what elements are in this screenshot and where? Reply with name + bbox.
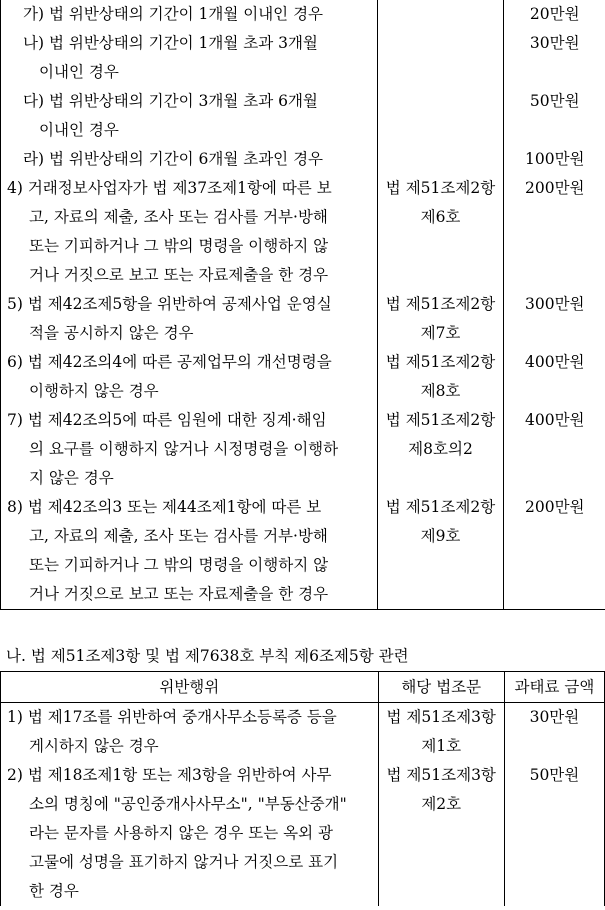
violation-text: 이행하지 않은 경우 <box>29 382 159 400</box>
violation-text: 8) 법 제42조의3 또는 제44조제1항에 따른 보 <box>7 498 322 516</box>
fine-amount: 200만원 <box>524 179 585 197</box>
article-text: 제2호 <box>421 795 462 813</box>
fine-cell <box>504 145 605 174</box>
violation-cell <box>1 703 379 762</box>
fine-cell <box>504 703 604 762</box>
violation-cell <box>1 0 378 29</box>
article-cell <box>378 174 504 290</box>
violation-cell <box>1 493 378 610</box>
article-cell <box>378 29 504 87</box>
fine-amount: 50만원 <box>529 92 580 110</box>
violation-text: 다) 법 위반상태의 기간이 3개월 초과 6개월 <box>23 92 318 110</box>
table-row <box>1 174 605 290</box>
violation-text: 의 요구를 이행하지 않거나 시정명령을 이행하 <box>29 440 339 458</box>
table-row <box>1 145 605 174</box>
violation-cell <box>1 29 378 87</box>
violation-text: 이내인 경우 <box>39 121 119 139</box>
violation-text: 고, 자료의 제출, 조사 또는 검사를 거부·방해 <box>29 208 328 226</box>
fine-amount: 20만원 <box>529 5 580 23</box>
violation-text: 소의 명칭에 "공인중개사사무소", "부동산중개" <box>29 795 347 813</box>
fine-amount: 300만원 <box>524 295 585 313</box>
violation-cell <box>1 290 378 348</box>
fine-amount: 400만원 <box>524 353 585 371</box>
table-row <box>1 761 605 906</box>
article-cell <box>378 406 504 493</box>
violation-cell <box>1 174 378 290</box>
section-b-title: 나. 법 제51조제3항 및 법 제7638호 부칙 제6조제5항 관련 <box>6 647 409 665</box>
violation-text: 지 않은 경우 <box>29 469 114 487</box>
violation-text: 라는 문자를 사용하지 않은 경우 또는 옥외 광 <box>29 824 334 842</box>
article-text: 제1호 <box>421 737 462 755</box>
fine-cell <box>504 761 604 906</box>
header-violation: 위반행위 <box>1 672 379 703</box>
fine-amount: 200만원 <box>524 498 585 516</box>
article-text: 법 제51조제3항 <box>386 766 496 784</box>
fine-cell <box>504 493 605 610</box>
header-fine: 과태료 금액 <box>504 672 604 703</box>
article-text: 법 제51조제3항 <box>386 708 496 726</box>
fine-amount: 30만원 <box>529 708 580 726</box>
violation-text: 7) 법 제42조의5에 따른 임원에 대한 징계·해임 <box>7 411 327 429</box>
article-cell <box>378 493 504 610</box>
violation-cell <box>1 406 378 493</box>
article-text: 제8호의2 <box>408 440 473 458</box>
violation-text: 또는 기피하거나 그 밖의 명령을 이행하지 않 <box>29 556 329 574</box>
article-text: 제9호 <box>420 527 461 545</box>
article-cell <box>378 290 504 348</box>
article-cell <box>378 0 504 29</box>
violation-text: 1) 법 제17조를 위반하여 중개사무소등록증 등을 <box>7 708 337 726</box>
violation-text: 적을 공시하지 않은 경우 <box>29 324 194 342</box>
violation-text: 거나 거짓으로 보고 또는 자료제출을 한 경우 <box>29 266 329 284</box>
violation-text: 라) 법 위반상태의 기간이 6개월 초과인 경우 <box>23 150 324 168</box>
fine-cell <box>504 348 605 406</box>
violation-text: 고, 자료의 제출, 조사 또는 검사를 거부·방해 <box>29 527 328 545</box>
table-row <box>1 29 605 87</box>
article-cell <box>378 348 504 406</box>
fine-cell <box>504 29 605 87</box>
article-text: 법 제51조제2항 <box>385 411 496 429</box>
violation-text: 2) 법 제18조제1항 또는 제3항을 위반하여 사무 <box>7 766 332 784</box>
article-text: 제8호 <box>420 382 461 400</box>
violation-text: 한 경우 <box>29 882 79 900</box>
violation-text: 가) 법 위반상태의 기간이 1개월 이내인 경우 <box>23 5 324 23</box>
table-header-row <box>1 672 605 703</box>
table-row <box>1 493 605 610</box>
fine-table-section-b <box>0 671 605 906</box>
fine-cell <box>504 87 605 145</box>
violation-text: 게시하지 않은 경우 <box>29 737 159 755</box>
violation-text: 이내인 경우 <box>39 63 119 81</box>
article-text: 제7호 <box>420 324 461 342</box>
article-text: 법 제51조제2항 <box>385 498 496 516</box>
fine-cell <box>504 0 605 29</box>
violation-cell <box>1 87 378 145</box>
article-text: 법 제51조제2항 <box>385 179 496 197</box>
table-row <box>1 0 605 29</box>
fine-amount: 400만원 <box>524 411 585 429</box>
article-text: 법 제51조제2항 <box>385 353 496 371</box>
fine-amount: 50만원 <box>529 766 580 784</box>
table-row <box>1 87 605 145</box>
violation-text: 나) 법 위반상태의 기간이 1개월 초과 3개월 <box>23 34 318 52</box>
fine-cell <box>504 174 605 290</box>
article-text: 법 제51조제2항 <box>385 295 496 313</box>
violation-cell <box>1 761 379 906</box>
fine-amount: 30만원 <box>529 34 580 52</box>
violation-cell <box>1 145 378 174</box>
table-row <box>1 290 605 348</box>
violation-text: 5) 법 제42조제5항을 위반하여 공제사업 운영실 <box>7 295 332 313</box>
article-cell <box>378 761 504 906</box>
fine-cell <box>504 406 605 493</box>
table-row <box>1 703 605 762</box>
violation-text: 고물에 성명을 표기하지 않거나 거짓으로 표기 <box>29 853 339 871</box>
violation-cell <box>1 348 378 406</box>
violation-text: 4) 거래정보사업자가 법 제37조제1항에 따른 보 <box>7 179 332 197</box>
violation-text: 6) 법 제42조의4에 따른 공제업무의 개선명령을 <box>7 353 332 371</box>
fine-cell <box>504 290 605 348</box>
article-cell <box>378 145 504 174</box>
table-row <box>1 348 605 406</box>
fine-amount: 100만원 <box>524 150 585 168</box>
article-cell <box>378 87 504 145</box>
article-text: 제6호 <box>420 208 461 226</box>
table-row <box>1 406 605 493</box>
header-article: 해당 법조문 <box>378 672 504 703</box>
article-cell <box>378 703 504 762</box>
violation-text: 또는 기피하거나 그 밖의 명령을 이행하지 않 <box>29 237 329 255</box>
violation-text: 거나 거짓으로 보고 또는 자료제출을 한 경우 <box>29 585 329 603</box>
